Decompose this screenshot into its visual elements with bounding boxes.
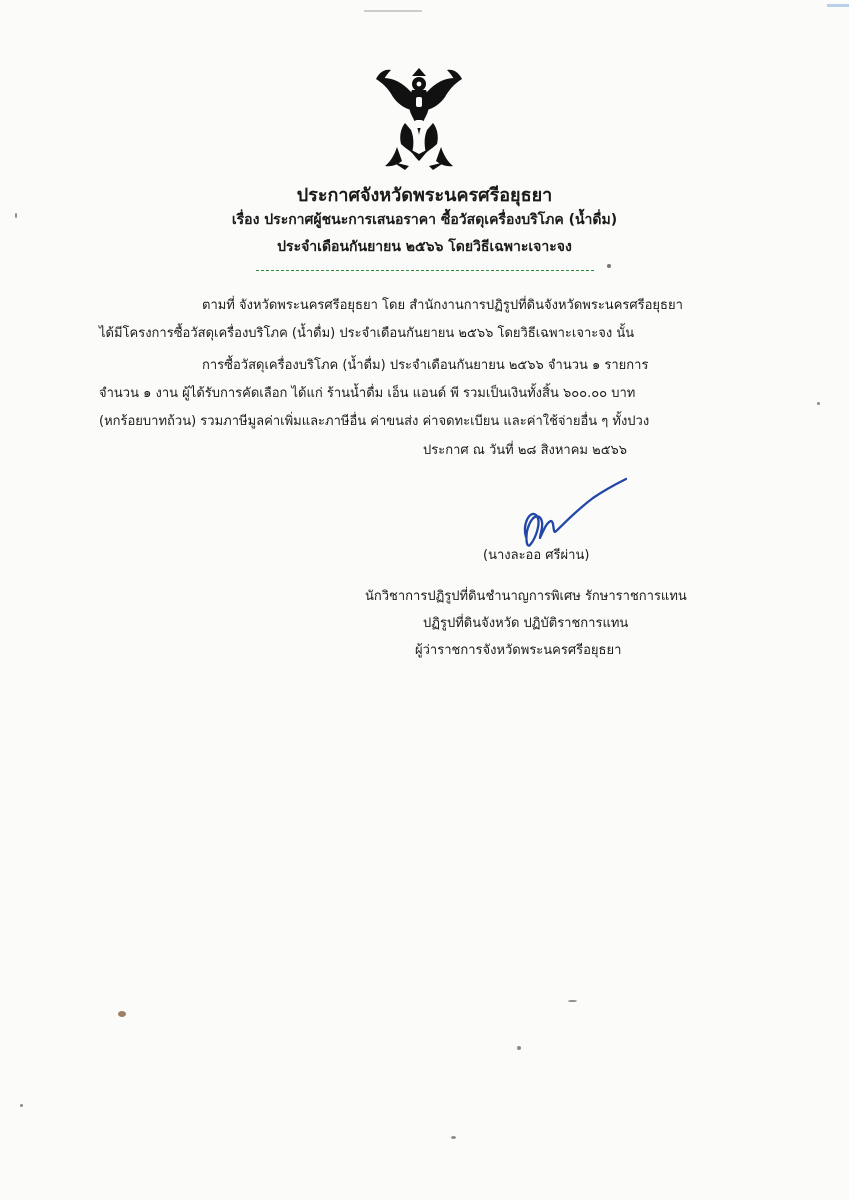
signer-position-line: นักวิชาการปฏิรูปที่ดินชำนาญการพิเศษ รักษาราชการแทน: [365, 589, 687, 604]
body-line: ตามที่ จังหวัดพระนครศรีอยุธยา โดย สำนักงานการปฏิรูปที่ดินจังหวัดพระนครศรีอยุธยา: [202, 298, 683, 313]
body-line: (หกร้อยบาทถ้วน) รวมภาษีมูลค่าเพิ่มและภาษีอื่น ค่าขนส่ง ค่าจดทะเบียน และค่าใช้จ่ายอื่น ๆ ทั้งปวง: [99, 414, 650, 429]
signer-name: (นางละออ ศรีผ่าน): [483, 548, 590, 563]
scan-speck: [15, 213, 17, 218]
scan-speck: [517, 1046, 521, 1050]
signer-position-line: ผู้ว่าราชการจังหวัดพระนครศรีอยุธยา: [415, 643, 622, 658]
body-line: การซื้อวัสดุเครื่องบริโภค (น้ำดื่ม) ประจำเดือนกันยายน ๒๕๖๖ จำนวน ๑ รายการ: [202, 358, 649, 373]
announcement-subject: เรื่อง ประกาศผู้ชนะการเสนอราคา ซื้อวัสดุเครื่องบริโภค (น้ำดื่ม): [231, 212, 618, 228]
body-line: ได้มีโครงการซื้อวัสดุเครื่องบริโภค (น้ำดื่ม) ประจำเดือนกันยายน ๒๕๖๖ โดยวิธีเฉพาะเจาะจง นั้น: [99, 326, 635, 341]
scan-speck: [568, 1000, 577, 1002]
corner-edge-mark: [827, 4, 849, 7]
scan-speck: [20, 1104, 23, 1107]
top-edge-mark: [364, 10, 422, 12]
scan-speck: [817, 402, 820, 405]
scan-speck: [118, 1011, 126, 1017]
announcement-title: ประกาศจังหวัดพระนครศรีอยุธยา: [296, 185, 553, 206]
garuda-emblem-icon: [367, 66, 471, 172]
announcement-date: ประกาศ ณ วันที่ ๒๘ สิงหาคม ๒๕๖๖: [423, 443, 628, 458]
body-line: จำนวน ๑ งาน ผู้ได้รับการคัดเลือก ได้แก่ ร้านน้ำดื่ม เอ็น แอนด์ พี รวมเป็นเงินทั้งสิ้น ๖๐๐.๐๐ บาท: [99, 386, 636, 401]
scan-speck: [451, 1136, 456, 1139]
title-divider: [256, 270, 594, 271]
divider-tick: [607, 264, 611, 268]
signer-position-line: ปฏิรูปที่ดินจังหวัด ปฏิบัติราชการแทน: [423, 616, 629, 631]
handwritten-signature: [518, 475, 630, 555]
announcement-period: ประจำเดือนกันยายน ๒๕๖๖ โดยวิธีเฉพาะเจาะจง: [277, 239, 572, 255]
